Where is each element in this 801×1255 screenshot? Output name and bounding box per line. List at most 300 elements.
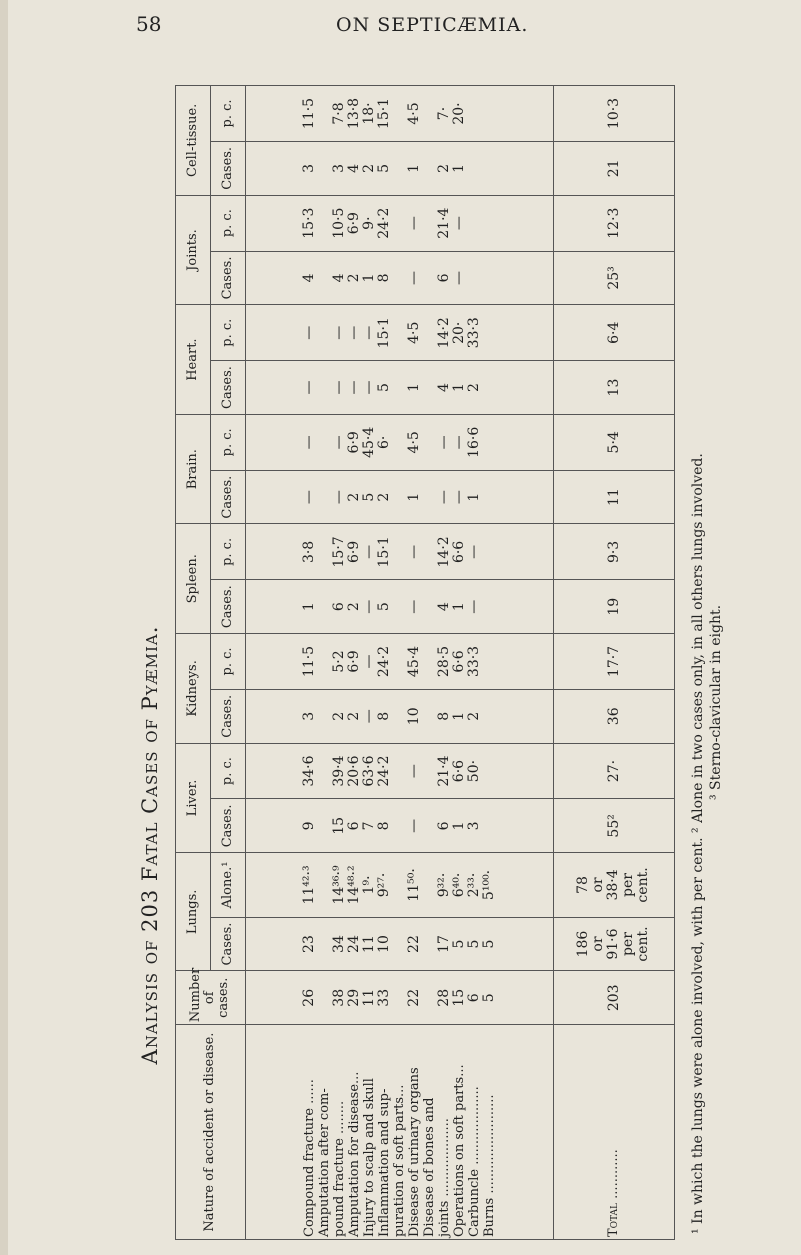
table-line: 63·6	[360, 755, 377, 787]
total-row	[553, 86, 674, 1240]
table-line	[422, 920, 437, 969]
table-line	[422, 746, 437, 797]
table-line: 6	[465, 993, 482, 1003]
table-line: 1	[450, 163, 467, 173]
table-line: 24·2	[375, 207, 392, 239]
table-line: Amputation after com-	[316, 1088, 332, 1237]
table-line	[317, 473, 332, 522]
cell-liver-cases	[245, 799, 553, 853]
table-line	[317, 802, 332, 851]
cell-heart-cases	[245, 361, 553, 415]
table-line: 21·4	[435, 755, 452, 787]
table-line: 5	[360, 492, 377, 502]
table-line: 11⁵⁰·	[405, 868, 422, 902]
table-title: Analysis of 203 Fatal Cases of Pyæmia.	[138, 625, 162, 1065]
sub-pc: p. c.	[210, 305, 245, 361]
cell-nature-list	[245, 1025, 553, 1240]
cell-cell-cases	[245, 142, 553, 196]
table-line	[482, 417, 497, 468]
cell-liver-pc	[245, 743, 553, 799]
table-line	[392, 802, 407, 851]
sub-cases: Cases.	[210, 799, 245, 853]
table-line: 9²⁷·	[375, 872, 392, 898]
table-line	[392, 582, 407, 631]
table-line: —	[450, 490, 467, 505]
table-line: 13·8	[345, 97, 362, 130]
table-line: —	[405, 764, 422, 779]
table-line: 11⁴²·³	[300, 865, 317, 905]
table-line: 45·4	[360, 426, 377, 458]
table-line: 14³⁶·⁹	[330, 865, 347, 905]
total-brain-cases: 11	[553, 470, 674, 524]
col-spleen: Spleen.	[176, 524, 211, 634]
table-line	[422, 307, 437, 358]
cell-spleen-cases	[245, 580, 553, 634]
table-line: 1	[405, 492, 422, 502]
table-line: 9·	[360, 216, 377, 230]
table-line: —	[405, 818, 422, 833]
table-line	[317, 363, 332, 412]
table-line: 1	[405, 163, 422, 173]
table-line: or	[590, 877, 607, 893]
table-line	[392, 144, 407, 193]
table-line: 1	[450, 711, 467, 721]
table-line: 5	[375, 602, 392, 612]
table-line: 11·5	[300, 97, 317, 130]
table-line: 4	[345, 163, 362, 173]
table-line: 45·4	[405, 645, 422, 678]
table-line: 6	[435, 821, 452, 831]
col-kidneys: Kidneys.	[176, 634, 211, 744]
table-line	[317, 198, 332, 249]
table-line: 10	[405, 707, 422, 726]
table-line	[317, 526, 332, 577]
table-line: —	[360, 599, 377, 614]
table-line: 6	[345, 821, 362, 831]
table-line: —	[465, 599, 482, 614]
total-label: Total ............	[553, 1025, 674, 1240]
table-line	[392, 473, 407, 522]
table-line: 1	[360, 273, 377, 283]
col-heart: Heart.	[176, 305, 211, 415]
table-line: 3·8	[300, 540, 317, 564]
table-line: cent.	[635, 926, 652, 962]
table-line	[467, 88, 482, 139]
cell-lungs-alone	[245, 853, 553, 917]
table-line: —	[330, 435, 347, 450]
sub-cases: Cases.	[210, 917, 245, 971]
cell-lungs-cases	[245, 917, 553, 971]
table-line: 2	[360, 163, 377, 173]
table-line	[317, 746, 332, 797]
table-line: —	[300, 435, 317, 450]
total-brain-pc: 5·4	[553, 414, 674, 470]
table-line: —	[405, 216, 422, 231]
table-line: 8	[375, 711, 392, 721]
table-line: Carbuncle ...................	[466, 1086, 482, 1237]
cell-joints-cases	[245, 251, 553, 305]
table-line	[467, 254, 482, 303]
col-lungs: Lungs.	[176, 853, 211, 971]
table-line: puration of soft parts...	[391, 1084, 407, 1237]
table-line: 15·1	[375, 317, 392, 349]
table-line	[392, 692, 407, 741]
table-line: 2	[375, 492, 392, 502]
footnote-2: ³ Sterno-clavicular in eight.	[708, 604, 724, 800]
table-line	[392, 417, 407, 468]
table-line: 5	[375, 383, 392, 393]
cell-brain-cases	[245, 470, 553, 524]
table-line: 4·5	[405, 431, 422, 454]
table-line: 6·6	[450, 759, 467, 783]
table-line	[422, 526, 437, 577]
total-kidneys-cases: 36	[553, 689, 674, 743]
table-line	[317, 855, 332, 914]
cell-number-list	[245, 971, 553, 1025]
table-line: 33·3	[465, 645, 482, 678]
table-line	[317, 88, 332, 139]
table-line	[482, 526, 497, 577]
page-number: 58	[136, 12, 162, 36]
sub-pc: p. c.	[210, 86, 245, 142]
cell-brain-pc	[245, 414, 553, 470]
total-joints-pc: 12·3	[553, 195, 674, 251]
table-line	[467, 198, 482, 249]
table-line: 28	[435, 988, 452, 1007]
table-line	[482, 363, 497, 412]
sub-cases: Cases.	[210, 361, 245, 415]
sub-pc: p. c.	[210, 634, 245, 690]
table-line	[482, 802, 497, 851]
table-line: 20·	[450, 321, 467, 344]
table-line: 6·9	[345, 431, 362, 454]
col-nature: Nature of accident or disease.	[176, 1025, 246, 1240]
table-line	[422, 973, 437, 1022]
table-line: 91·6	[605, 928, 622, 960]
table-line	[317, 417, 332, 468]
table-line	[317, 144, 332, 193]
cell-joints-pc	[245, 195, 553, 251]
table-line	[317, 973, 332, 1022]
table-line	[422, 636, 437, 687]
table-line: 4	[435, 383, 452, 393]
table-line	[467, 144, 482, 193]
table-line: 15	[450, 988, 467, 1007]
sub-cases: Cases.	[210, 251, 245, 305]
table-line	[392, 855, 407, 914]
table-line	[392, 254, 407, 303]
sub-pc: p. c.	[210, 524, 245, 580]
table-line: —	[330, 490, 347, 505]
table-line: 2	[345, 492, 362, 502]
table-line: 6	[330, 602, 347, 612]
table-line: 33·3	[465, 317, 482, 349]
table-line: 22	[405, 988, 422, 1007]
table-line: 1	[300, 602, 317, 612]
footnote-1: ¹ In which the lungs were alone involved, with per cent. ² Alone in two cases only, in all others lungs involved.	[690, 453, 706, 1234]
table-line	[422, 692, 437, 741]
table-line: cent.	[635, 867, 652, 903]
table-line: 50·	[465, 759, 482, 783]
table-line: —	[330, 325, 347, 340]
table-line: 22	[405, 935, 422, 953]
total-lungs-alone	[553, 853, 674, 917]
table-line: 39·4	[330, 755, 347, 787]
table-line: —	[405, 544, 422, 559]
pyaemia-table	[175, 85, 675, 1240]
rotated-table-block	[175, 85, 724, 1240]
total-liver-pc: 27·	[553, 743, 674, 799]
table-line	[392, 746, 407, 797]
table-line: 15·7	[330, 536, 347, 568]
table-line	[482, 746, 497, 797]
table-line: —	[345, 380, 362, 395]
table-line: 1⁹·	[360, 875, 377, 895]
table-line	[392, 88, 407, 139]
table-line: 23	[300, 935, 317, 953]
table-line: 11	[360, 988, 377, 1007]
total-cell-pc: 10·3	[553, 86, 674, 142]
table-line	[422, 417, 437, 468]
total-joints-cases: 25³	[553, 251, 674, 305]
table-line: 18·	[360, 102, 377, 125]
table-line: 29	[345, 988, 362, 1007]
table-line: —	[450, 270, 467, 285]
table-line	[422, 473, 437, 522]
table-line	[392, 973, 407, 1022]
table-line: 24·2	[375, 645, 392, 678]
table-line	[422, 802, 437, 851]
table-line: Inflammation and sup-	[376, 1088, 392, 1237]
table-line: 2	[435, 163, 452, 173]
table-line	[422, 855, 437, 914]
table-line: —	[405, 270, 422, 285]
table-line	[422, 144, 437, 193]
total-heart-cases: 13	[553, 361, 674, 415]
table-line: 8	[375, 821, 392, 831]
table-line: 3	[300, 711, 317, 721]
table-line: 6·6	[450, 540, 467, 564]
page-edge	[0, 0, 8, 1255]
table-line: 5	[375, 163, 392, 173]
table-line: 2	[345, 273, 362, 283]
table-line: —	[360, 380, 377, 395]
table-line: 8	[435, 711, 452, 721]
table-line: pound fracture ........	[331, 1100, 347, 1237]
table-line: 9³²·	[435, 872, 452, 898]
table-line: 17	[435, 935, 452, 953]
table-line: —	[300, 380, 317, 395]
table-line: 10	[375, 935, 392, 953]
sub-cases: Cases.	[210, 142, 245, 196]
table-line	[482, 144, 497, 193]
table-line: 4	[300, 273, 317, 283]
table-line	[422, 88, 437, 139]
table-line: 11·5	[300, 645, 317, 678]
table-line	[317, 307, 332, 358]
col-brain: Brain.	[176, 414, 211, 524]
sub-cases: Cases.	[210, 580, 245, 634]
sub-pc: p. c.	[210, 414, 245, 470]
table-line: —	[450, 435, 467, 450]
table-line: 4·5	[405, 321, 422, 344]
table-line	[422, 198, 437, 249]
cell-spleen-pc	[245, 524, 553, 580]
table-line	[392, 363, 407, 412]
table-line: 5	[480, 993, 497, 1003]
table-line	[392, 920, 407, 969]
table-line: 33	[375, 988, 392, 1007]
table-line: 3	[300, 163, 317, 173]
table-line: 1	[405, 383, 422, 393]
table-line: 26	[300, 988, 317, 1007]
table-line: —	[450, 216, 467, 231]
table-line: 28·5	[435, 645, 452, 678]
table-line: 186	[575, 930, 592, 958]
table-line: 6·9	[345, 540, 362, 564]
table-line: —	[300, 325, 317, 340]
table-line: 78	[575, 876, 592, 894]
table-line: or	[590, 936, 607, 952]
sub-pc: p. c.	[210, 195, 245, 251]
total-number: 203	[553, 971, 674, 1025]
table-line	[317, 636, 332, 687]
table-line: 15	[330, 816, 347, 835]
table-line: —	[435, 490, 452, 505]
table-line: 6·6	[450, 650, 467, 673]
table-line: 2	[345, 602, 362, 612]
table-line: 7·	[435, 106, 452, 121]
table-line: 4	[330, 273, 347, 283]
table-line: 20·6	[345, 755, 362, 787]
total-heart-pc: 6·4	[553, 305, 674, 361]
table-line: 15·1	[375, 97, 392, 130]
table-line: —	[465, 544, 482, 559]
header-row-1	[176, 86, 211, 1240]
table-line: —	[360, 544, 377, 559]
table-line: 2³³·	[465, 872, 482, 898]
table-line: 5¹⁰⁰·	[480, 869, 497, 901]
body-row	[245, 86, 553, 1240]
table-line: —	[405, 599, 422, 614]
table-line: per	[620, 932, 637, 957]
sub-alone: Alone.¹	[210, 853, 245, 917]
table-line: 6⁴⁰·	[450, 872, 467, 898]
col-joints: Joints.	[176, 195, 211, 305]
table-line: 6·9	[345, 650, 362, 673]
table-line: —	[330, 380, 347, 395]
table-line	[392, 526, 407, 577]
table-line	[317, 582, 332, 631]
table-line: —	[435, 435, 452, 450]
table-line: 11	[360, 935, 377, 953]
col-liver: Liver.	[176, 743, 211, 853]
total-spleen-cases: 19	[553, 580, 674, 634]
table-line: 14·2	[435, 536, 452, 568]
table-line: 1	[450, 602, 467, 612]
table-line: 6	[435, 273, 452, 283]
table-line	[422, 363, 437, 412]
table-line: —	[345, 325, 362, 340]
table-line: 21·4	[435, 207, 452, 239]
table-line	[392, 636, 407, 687]
table-line: 16·6	[465, 426, 482, 458]
total-lungs-cases	[553, 917, 674, 971]
cell-heart-pc	[245, 305, 553, 361]
table-line: —	[360, 709, 377, 724]
table-line: 15·3	[300, 207, 317, 239]
table-line: 1	[450, 821, 467, 831]
table-line: 20·	[450, 102, 467, 125]
table-line: —	[360, 654, 377, 669]
sub-cases: Cases.	[210, 689, 245, 743]
table-line: 5	[465, 939, 482, 949]
table-line: 3	[330, 163, 347, 173]
total-cell-cases: 21	[553, 142, 674, 196]
table-line	[317, 254, 332, 303]
cell-kidneys-cases	[245, 689, 553, 743]
table-line: 5	[480, 939, 497, 949]
table-line: 8	[375, 273, 392, 283]
table-line: 2	[330, 711, 347, 721]
table-line: Compound fracture ......	[301, 1079, 317, 1237]
table-line: 1	[465, 492, 482, 502]
table-line: Disease of bones and	[421, 1097, 437, 1237]
table-line	[482, 198, 497, 249]
table-line: 14·2	[435, 317, 452, 349]
total-liver-cases: 55²	[553, 799, 674, 853]
table-line: 24	[345, 935, 362, 953]
table-line: Amputation for disease...	[346, 1071, 362, 1237]
table-line: 1	[450, 383, 467, 393]
table-line: 10·5	[330, 207, 347, 239]
table-line: 6·9	[345, 212, 362, 235]
table-line: Injury to scalp and skull	[361, 1078, 377, 1237]
table-line: Operations on soft parts...	[451, 1064, 467, 1237]
table-line: 6·	[375, 435, 392, 450]
table-line: 15·1	[375, 536, 392, 568]
table-line: —	[300, 490, 317, 505]
table-line	[317, 920, 332, 969]
table-line: 5·2	[330, 650, 347, 673]
table-line: 24·2	[375, 755, 392, 787]
total-kidneys-pc: 17·7	[553, 634, 674, 690]
table-line	[482, 307, 497, 358]
total-spleen-pc: 9·3	[553, 524, 674, 580]
table-line	[482, 582, 497, 631]
table-line: Burns ........................	[481, 1094, 497, 1237]
table-line: 7·8	[330, 102, 347, 125]
table-line	[317, 692, 332, 741]
table-line	[482, 254, 497, 303]
table-line: —	[360, 325, 377, 340]
running-head: ON SEPTICÆMIA.	[336, 14, 529, 36]
table-line	[482, 692, 497, 741]
table-line: 4·5	[405, 102, 422, 125]
table-line	[482, 636, 497, 687]
table-line	[482, 473, 497, 522]
table-line: 38·4	[605, 869, 622, 901]
table-line: 34·6	[300, 755, 317, 787]
table-line: 2	[465, 383, 482, 393]
table-line: 5	[450, 939, 467, 949]
table-line: 9	[300, 821, 317, 831]
table-line: 38	[330, 988, 347, 1007]
cell-kidneys-pc	[245, 634, 553, 690]
table-line	[392, 307, 407, 358]
table-line: 2	[465, 711, 482, 721]
sub-cases: Cases.	[210, 470, 245, 524]
